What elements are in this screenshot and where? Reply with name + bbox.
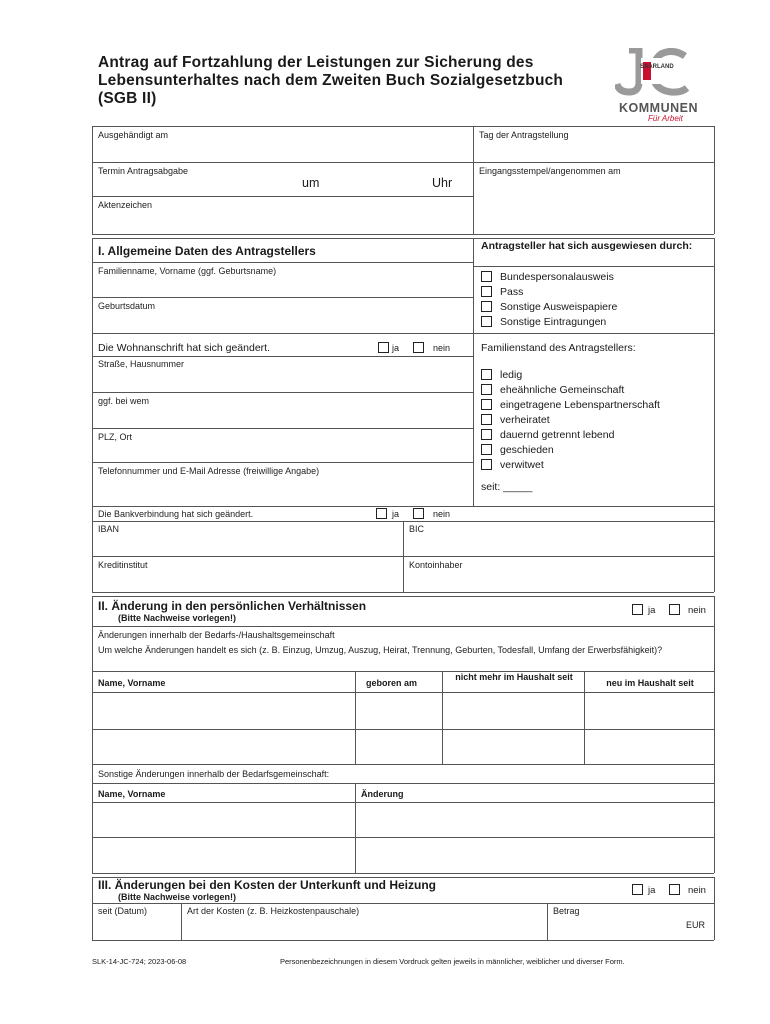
form-title: Antrag auf Fortzahlung der Leistungen zur Sicherung des Lebensunterhaltes nach dem Zweiten Buch Sozialgesetzbuch (SGB II) — [98, 54, 564, 107]
col3-seit: seit (Datum) — [98, 906, 148, 916]
bank-ja-label: ja — [392, 509, 400, 519]
col-neu-im-haushalt: neu im Haushalt seit — [606, 678, 694, 688]
label-innerhalb: Änderungen innerhalb der Bedarfs-/Haushaltsgemeinschaft — [98, 630, 335, 640]
familienstand-label-5: dauernd getrennt lebend — [500, 429, 615, 441]
label-tag-antragstellung: Tag der Antragstellung — [479, 130, 569, 140]
label-kontoinhaber: Kontoinhaber — [409, 560, 463, 570]
bank-nein-label: nein — [433, 509, 451, 519]
ausweis-label-1: Bundespersonalausweis — [500, 271, 614, 283]
label-bei-wem: ggf. bei wem — [98, 396, 150, 406]
seit-field[interactable]: seit: _____ — [481, 481, 533, 493]
logo-tagline: Für Arbeit — [648, 114, 683, 123]
label-strasse: Straße, Hausnummer — [98, 359, 185, 369]
ausweis-checkbox-2[interactable] — [481, 286, 492, 297]
logo-state: SAARLAND — [640, 64, 674, 70]
col2-name-vorname: Name, Vorname — [98, 789, 166, 799]
section-2-header: II. Änderung in den persönlichen Verhältnissen — [98, 599, 367, 613]
familienstand-checkbox-5[interactable] — [481, 429, 492, 440]
bank-ja-checkbox[interactable] — [376, 508, 387, 519]
familienstand-label-6: geschieden — [500, 444, 554, 456]
familienstand-checkbox-4[interactable] — [481, 414, 492, 425]
section-3-sub: (Bitte Nachweise vorlegen!) — [118, 892, 237, 902]
label-bic: BIC — [409, 524, 425, 534]
ausweis-checkbox-1[interactable] — [481, 271, 492, 282]
section-3-ja-checkbox[interactable] — [632, 884, 643, 895]
ausweis-label-3: Sonstige Ausweispapiere — [500, 301, 618, 313]
logo-brand: KOMMUNEN — [619, 101, 698, 115]
familienstand-checkbox-1[interactable] — [481, 369, 492, 380]
familienstand-checkbox-6[interactable] — [481, 444, 492, 455]
label-wohnanschrift: Die Wohnanschrift hat sich geändert. — [98, 342, 270, 354]
col2-aenderung: Änderung — [361, 789, 404, 799]
bank-nein-checkbox[interactable] — [413, 508, 424, 519]
col-nicht-mehr: nicht mehr im Haushalt seit — [455, 672, 573, 682]
ausweis-checkbox-4[interactable] — [481, 316, 492, 327]
familienstand-label-2: eheähnliche Gemeinschaft — [500, 384, 625, 396]
label-frage: Um welche Änderungen handelt es sich (z. B. Einzug, Umzug, Auszug, Heirat, Trennung, Geburten, Todesfall, Umfang der Erwerbsfähigkeit)? — [98, 645, 663, 655]
ausgewiesen-header: Antragsteller hat sich ausgewiesen durch: — [481, 240, 693, 252]
section-2-sub: (Bitte Nachweise vorlegen!) — [118, 613, 237, 623]
label-aktenzeichen: Aktenzeichen — [98, 200, 153, 210]
footer-note: Personenbezeichnungen in diesem Vordruck gelten jeweils in männlicher, weiblicher und diverser Form. — [280, 957, 625, 966]
col-name-vorname: Name, Vorname — [98, 678, 166, 688]
label-uhr: Uhr — [432, 176, 453, 190]
ausweis-label-2: Pass — [500, 286, 524, 298]
col3-betrag: Betrag — [553, 906, 580, 916]
label-sonstige: Sonstige Änderungen innerhalb der Bedarfsgemeinschaft: — [98, 769, 330, 779]
familienstand-checkbox-7[interactable] — [481, 459, 492, 470]
wohnanschrift-ja-checkbox[interactable] — [378, 342, 389, 353]
label-eur: EUR — [686, 920, 706, 930]
label-geburtsdatum: Geburtsdatum — [98, 301, 156, 311]
section-3-header: III. Änderungen bei den Kosten der Unterkunft und Heizung — [98, 878, 437, 892]
label-eingangsstempel: Eingangsstempel/angenommen am — [479, 166, 621, 176]
section-3-nein-label: nein — [688, 885, 706, 896]
section-3-nein-checkbox[interactable] — [669, 884, 680, 895]
jc-logo-mark-icon — [615, 48, 695, 96]
section-3-ja-label: ja — [648, 885, 656, 896]
familienstand-label-7: verwitwet — [500, 459, 544, 471]
section-2-ja-checkbox[interactable] — [632, 604, 643, 615]
section-2-ja-label: ja — [648, 605, 656, 616]
section-2-nein-checkbox[interactable] — [669, 604, 680, 615]
label-familienname: Familienname, Vorname (ggf. Geburtsname) — [98, 266, 277, 276]
label-plz-ort: PLZ, Ort — [98, 432, 133, 442]
col3-art-der-kosten: Art der Kosten (z. B. Heizkostenpauschale) — [187, 906, 360, 916]
ausweis-checkbox-3[interactable] — [481, 301, 492, 312]
label-iban: IBAN — [98, 524, 120, 534]
label-bankverbindung: Die Bankverbindung hat sich geändert. — [98, 509, 254, 519]
familienstand-checkbox-2[interactable] — [481, 384, 492, 395]
col-geboren-am: geboren am — [366, 678, 418, 688]
label-um: um — [302, 176, 320, 190]
label-termin: Termin Antragsabgabe — [98, 166, 189, 176]
wohnanschrift-ja-label: ja — [392, 343, 400, 353]
familienstand-label-3: eingetragene Lebenspartnerschaft — [500, 399, 660, 411]
section-1-header: I. Allgemeine Daten des Antragstellers — [98, 244, 316, 258]
wohnanschrift-nein-checkbox[interactable] — [413, 342, 424, 353]
ausweis-label-4: Sonstige Eintragungen — [500, 316, 607, 328]
wohnanschrift-nein-label: nein — [433, 343, 451, 353]
label-telefon: Telefonnummer und E-Mail Adresse (freiwillige Angabe) — [98, 466, 320, 476]
familienstand-label-1: ledig — [500, 369, 523, 381]
familienstand-checkbox-3[interactable] — [481, 399, 492, 410]
footer-code: SLK-14-JC-724; 2023-06-08 — [92, 957, 187, 966]
familienstand-label-4: verheiratet — [500, 414, 550, 426]
label-ausgehaendigt: Ausgehändigt am — [98, 130, 169, 140]
label-kreditinstitut: Kreditinstitut — [98, 560, 148, 570]
section-2-nein-label: nein — [688, 605, 706, 616]
familienstand-header: Familienstand des Antragstellers: — [481, 342, 636, 354]
